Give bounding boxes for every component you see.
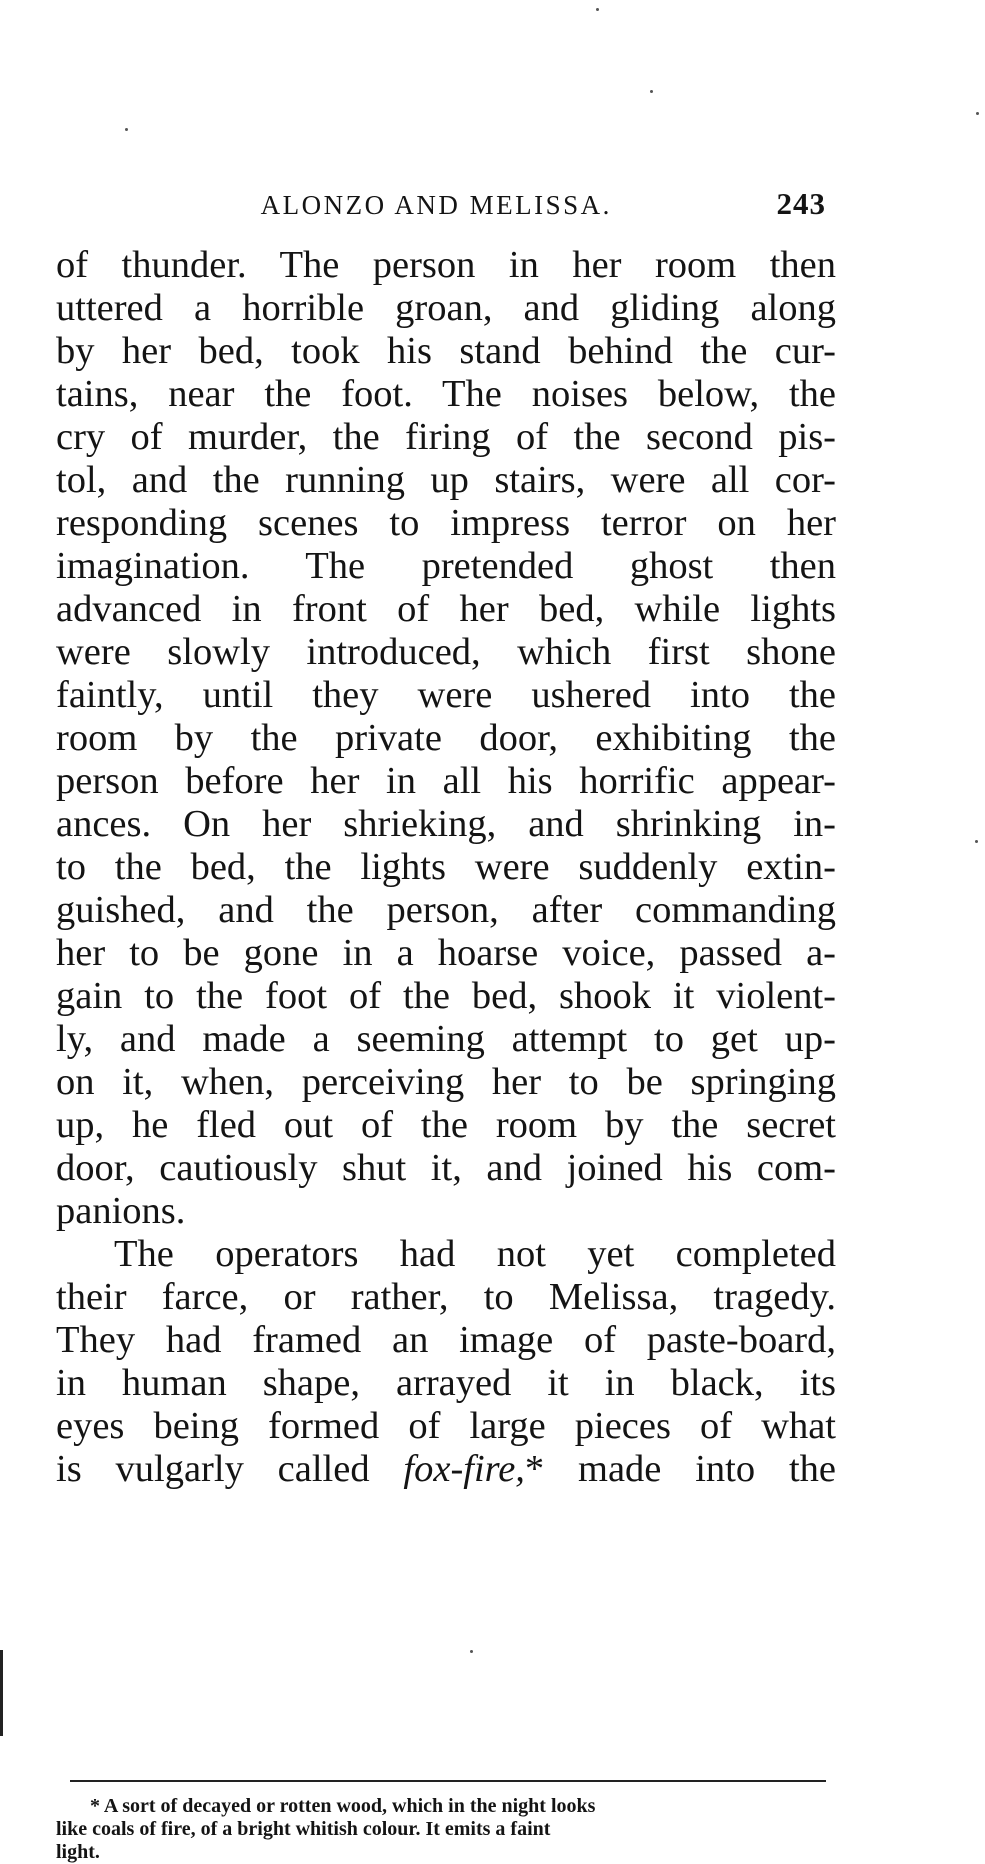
text-line: to the bed, the lights were suddenly extin- (56, 846, 836, 888)
text-line: advanced in front of her bed, while lights (56, 588, 836, 630)
footnote-line: light. (56, 1841, 100, 1863)
text-line: ances. On her shrieking, and shrinking in- (56, 803, 836, 845)
footnote-line: * A sort of decayed or rotten wood, which in the night looks (90, 1795, 596, 1817)
text-line: gain to the foot of the bed, shook it violent- (56, 975, 836, 1017)
text-line: imagination. The pretended ghost then (56, 545, 836, 587)
text-line: of thunder. The person in her room then (56, 244, 836, 286)
italic-term: fox-fire, (403, 1448, 525, 1490)
paragraph-start-line: The operators had not yet completed (114, 1233, 836, 1275)
page-header (56, 186, 826, 222)
scan-edge (0, 1650, 3, 1736)
last-line-after: * made into the (524, 1448, 836, 1490)
text-line: her to be gone in a hoarse voice, passed a- (56, 932, 836, 974)
text-line: up, he fled out of the room by the secret (56, 1104, 836, 1146)
footnote-rule (70, 1780, 826, 1782)
text-line: tol, and the running up stairs, were all cor- (56, 459, 836, 501)
text-line: were slowly introduced, which first shone (56, 631, 836, 673)
text-line: their farce, or rather, to Melissa, tragedy. (56, 1276, 836, 1318)
text-line: faintly, until they were ushered into the (56, 674, 836, 716)
running-title: ALONZO AND MELISSA. (260, 190, 612, 220)
text-line: guished, and the person, after commanding (56, 889, 836, 931)
text-line: by her bed, took his stand behind the cur- (56, 330, 836, 372)
text-line: uttered a horrible groan, and gliding along (56, 287, 836, 329)
text-line: door, cautiously shut it, and joined his com- (56, 1147, 836, 1189)
text-line: on it, when, perceiving her to be springing (56, 1061, 836, 1103)
footnote (56, 1795, 836, 1864)
text-line: cry of murder, the firing of the second pis- (56, 416, 836, 458)
text-line: responding scenes to impress terror on her (56, 502, 836, 544)
text-line: person before her in all his horrific appear- (56, 760, 836, 802)
text-line: eyes being formed of large pieces of what (56, 1405, 836, 1447)
last-line-before: is vulgarly called (56, 1448, 404, 1490)
text-line-with-italic (56, 1448, 836, 1491)
text-line: They had framed an image of paste-board, (56, 1319, 836, 1361)
text-line: ly, and made a seeming attempt to get up- (56, 1018, 836, 1060)
footnote-line: like coals of fire, of a bright whitish colour. It emits a faint (56, 1818, 551, 1840)
body-text (56, 244, 836, 1491)
page-number: 243 (776, 186, 826, 221)
text-line: room by the private door, exhibiting the (56, 717, 836, 759)
text-line: in human shape, arrayed it in black, its (56, 1362, 836, 1404)
paragraph-end-line: panions. (56, 1190, 186, 1232)
text-line: tains, near the foot. The noises below, the (56, 373, 836, 415)
